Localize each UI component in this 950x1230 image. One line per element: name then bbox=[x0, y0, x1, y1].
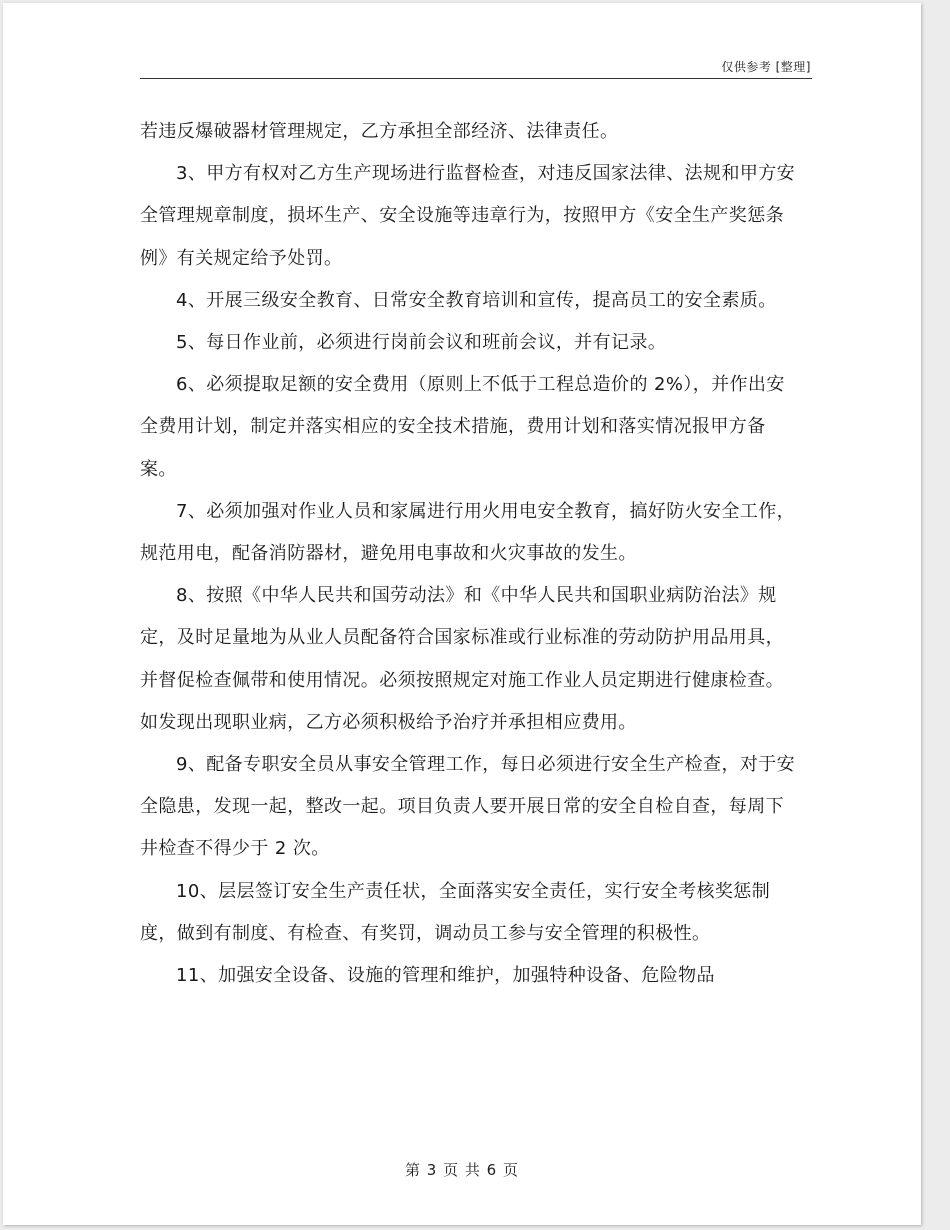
paragraph-8: 10、层层签订安全生产责任状，全面落实安全责任，实行安全考核奖惩制度，做到有制度、有检查、有奖罚，调动员工参与安全管理的积极性。 bbox=[140, 880, 771, 944]
paragraph-6: 8、按照《中华人民共和国劳动法》和《中华人民共和国职业病防治法》规定，及时足量地为从业人员配备符合国家标准或行业标准的劳动防护用品用具，并督促检查佩带和使用情况。必须按照规定对施工作业人员定期进行健康检查。如发现出现职业病，乙方必须积极给予治疗并承担相应费用。 bbox=[140, 585, 784, 733]
paragraph-5: 7、必须加强对作业人员和家属进行用火用电安全教育，搞好防火安全工作，规范用电，配备消防器材，避免用电事故和火灾事故的发生。 bbox=[140, 500, 796, 565]
paragraph-3: 5、每日作业前，必须进行岗前会议和班前会议，并有记录。 bbox=[176, 332, 667, 354]
document-page bbox=[3, 3, 921, 1225]
document-body bbox=[140, 111, 800, 997]
paragraph-9: 11、加强安全设备、设施的管理和维护，加强特种设备、危险物品 bbox=[176, 965, 715, 987]
paragraph-4: 6、必须提取足额的安全费用（原则上不低于工程总造价的 2%），并作出安全费用计划，制定并落实相应的安全技术措施，费用计划和落实情况报甲方备案。 bbox=[140, 374, 785, 480]
paragraph-2: 4、开展三级安全教育、日常安全教育培训和宣传，提高员工的安全素质。 bbox=[176, 289, 777, 311]
paragraph-7: 9、配备专职安全员从事安全管理工作，每日必须进行安全生产检查，对于安全隐患，发现一起，整改一起。项目负责人要开展日常的安全自检自查，每周下井检查不得少于 2 次。 bbox=[140, 754, 796, 860]
header-divider bbox=[140, 78, 812, 79]
paragraph-1: 3、甲方有权对乙方生产现场进行监督检查，对违反国家法律、法规和甲方安全管理规章制度，损坏生产、安全设施等违章行为，按照甲方《安全生产奖惩条例》有关规定给予处罚。 bbox=[140, 163, 796, 269]
paragraph-0: 若违反爆破器材管理规定，乙方承担全部经济、法律责任。 bbox=[140, 121, 619, 142]
header-note: 仅供参考 [整理] bbox=[721, 60, 811, 74]
page-number-footer: 第 3 页 共 6 页 bbox=[405, 1161, 519, 1179]
